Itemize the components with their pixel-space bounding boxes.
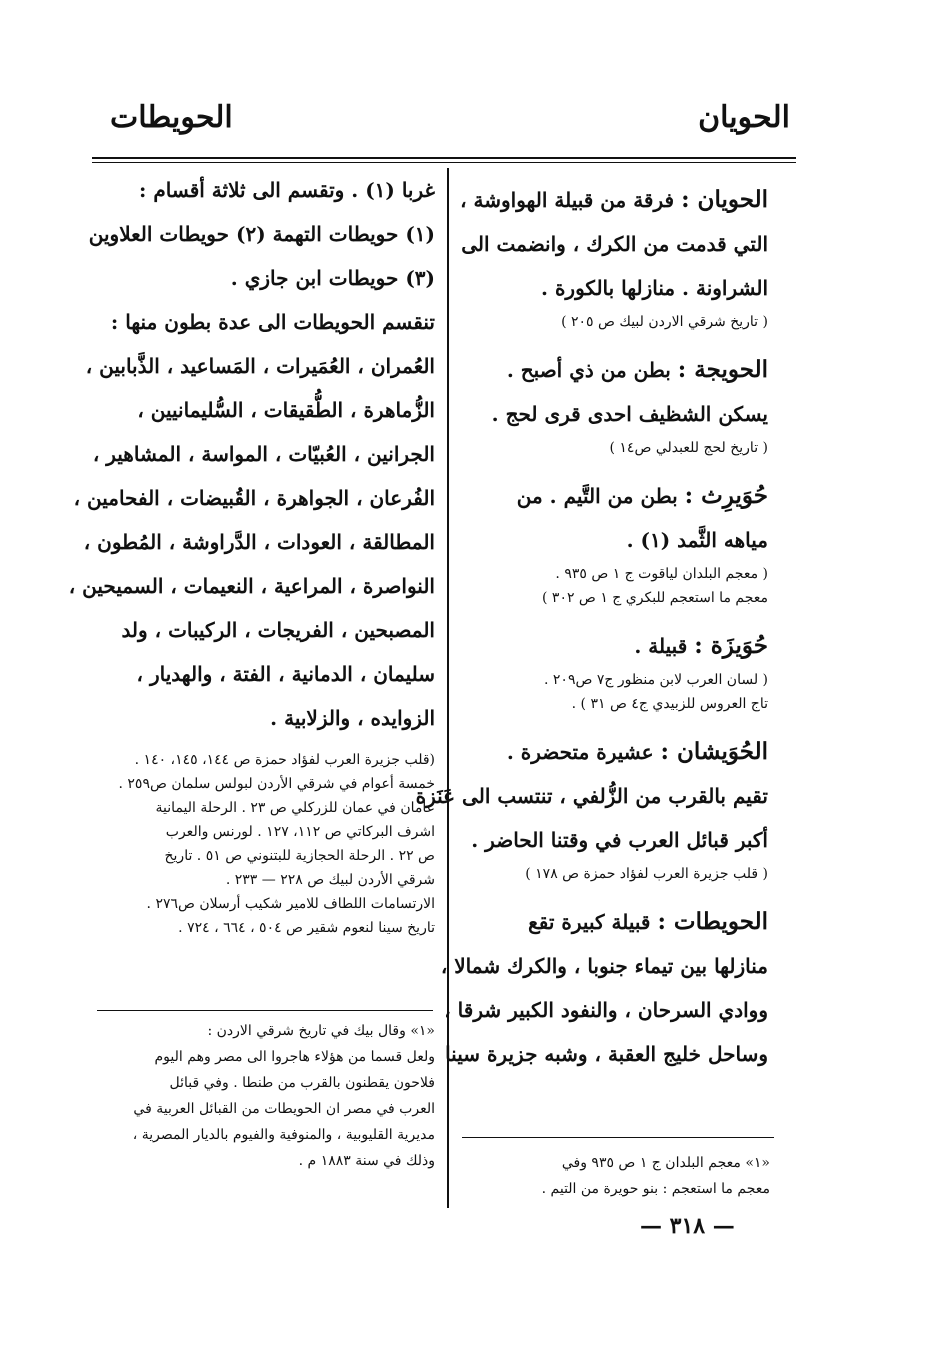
entry-text: بطن من ذي أصبح .: [506, 358, 671, 382]
reference-line: خمسة أعوام في شرقي الأردن لبولس سلمان ص٢٥٩ .: [118, 776, 435, 792]
footnote-left: [95, 1018, 435, 1174]
footnote-right: [462, 1150, 770, 1202]
entry-heading: الحويطات :: [657, 908, 768, 935]
entry-text: بطن من التَّيم . من: [516, 484, 678, 508]
body-line: (٣) حويطات ابن جازي .: [230, 266, 435, 290]
entry-text: وساحل خليج العقبة ، وشبه جزيرة سينا: [445, 1042, 768, 1066]
footnote-line: «١» معجم البلدان ج ١ ص ٩٣٥ وفي: [561, 1155, 770, 1171]
reference-line: اشرف البركاتي ص ١١٢، ١٢٧ . لورنس والعرب: [165, 824, 435, 840]
entry-reference: معجم ما استعجم للبكري ج ١ ص ٣٠٢ ): [542, 590, 768, 606]
entry-huwayja: [460, 348, 768, 460]
body-line: النواصرة ، المراعية ، النعيمات ، السميحين ،: [68, 574, 435, 598]
body-line: الزوايده ، والزلابية .: [270, 706, 435, 730]
entry-text: عشيرة متحضرة .: [506, 740, 654, 764]
footnote-line: وذلك في سنة ١٨٨٣ م .: [298, 1153, 435, 1169]
right-column: [415, 178, 768, 1076]
entry-text: قبيلة .: [634, 634, 688, 658]
entry-huwayza: [460, 624, 768, 716]
footnote-line: «١» وقال بيك في تاريخ شرقي الاردن :: [207, 1023, 435, 1039]
footnote-line: مديرية القليوبية ، والمنوفية والفيوم بالديار المصرية ،: [132, 1127, 435, 1143]
reference-line: عامان في عمان للزركلي ص ٢٣ . الرحلة اليمانية: [155, 800, 435, 816]
entry-huwayrith: [460, 474, 768, 610]
entry-text: ووادي السرحان ، والنفود الكبير شرقا ،: [444, 998, 768, 1022]
body-line: المصبحين ، الفريجات ، الركيبات ، ولد: [121, 618, 435, 642]
footnote-line: فلاحون يقطنون بالقرب من طنطا . وفي قبائل: [169, 1075, 435, 1091]
footnote-line: معجم ما استعجم : بنو حويرة من التيم .: [541, 1181, 770, 1197]
entry-text: قبيلة كبيرة تقع: [528, 910, 651, 934]
footnote-rule-left: [97, 1010, 433, 1011]
left-column: [68, 168, 435, 940]
page-number: — ٣١٨ —: [640, 1213, 735, 1239]
entry-text: مياهه الثَّمد (١) .: [626, 528, 768, 552]
reference-line: الارتسامات اللطاف للامير شكيب أرسلان ص٢٧٦ .: [146, 896, 435, 912]
entry-text: تقيم بالقرب من الزُّلفي ، تنتسب الى عَنَزة: [415, 784, 768, 808]
references-block: [95, 748, 435, 940]
reference-line: ص ٢٢ . الرحلة الحجازية للبتنوني ص ٥١ . تاريخ: [164, 848, 435, 864]
entry-text: أكبر قبائل العرب في وقتنا الحاضر .: [471, 828, 768, 852]
entry-text: منازلها بين تيماء جنوبا ، والكرك شمالا ،: [440, 954, 768, 978]
entry-reference: ( تاريخ شرقي الاردن لبيك ص ٢٠٥ ): [561, 314, 768, 330]
entry-heading: الحويان :: [681, 186, 768, 213]
body-line: تنقسم الحويطات الى عدة بطون منها :: [110, 310, 435, 334]
body-line: الزُّماهرة ، الطُّقيقات ، السُّليمانيين ،: [137, 398, 435, 422]
reference-line: (قلب جزيرة العرب لفؤاد حمزة ص ١٤٤، ١٤٥، ١٤٠ .: [134, 752, 435, 768]
entry-text: يسكن الشظيف احدى قرى لحج .: [491, 402, 768, 426]
entry-huwayan: [460, 178, 768, 334]
running-header-left: الحويطات: [110, 100, 233, 135]
entry-reference: ( معجم البلدان لياقوت ج ١ ص ٩٣٥ .: [555, 566, 768, 582]
entry-text: الشراونة . منازلها بالكورة .: [541, 276, 768, 300]
footnote-line: العرب في مصر ان الحويطات من القبائل العربية في: [133, 1101, 435, 1117]
footnote-rule-right: [462, 1137, 774, 1138]
footnote-line: ولعل قسما من هؤلاء هاجروا الى مصر وهم اليوم: [154, 1049, 435, 1065]
body-line: المطالقة ، العودات ، الدَّراوشة ، المُطون ،: [83, 530, 435, 554]
body-line: غربا (١) . وتقسم الى ثلاثة أقسام :: [139, 178, 435, 202]
entry-text: فرقة من قبيلة الهواوشة ،: [460, 188, 675, 212]
reference-line: شرقي الأردن لبيك ص ٢٢٨ — ٢٣٣ .: [225, 872, 435, 888]
header-rule-top: [92, 157, 796, 159]
entry-heading: حُوَيرِث :: [684, 482, 768, 509]
body-line: الجرانين ، العُبيّات ، المواسة ، المشاهير ،: [92, 442, 435, 466]
entry-reference: ( قلب جزيرة العرب لفؤاد حمزة ص ١٧٨ ): [525, 866, 768, 882]
entry-heading: الحويجة :: [677, 356, 768, 383]
entry-reference: تاج العروس للزبيدي ج٤ ص ٣١ ) .: [571, 696, 768, 712]
body-line: الفُرعان ، الجواهرة ، القُبيضات ، الفحامين ،: [73, 486, 435, 510]
body-line: سليمان ، الدمانية ، الفتة ، والهديار ،: [136, 662, 435, 686]
body-line: (١) حويطات التهمة (٢) حويطات العلاوين: [88, 222, 435, 246]
reference-line: تاريخ سينا لنعوم شقير ص ٥٠٤ ، ٦٦٤ ، ٧٢٤ .: [178, 920, 435, 936]
entry-reference: ( لسان العرب لابن منظور ج٧ ص٢٠٩ .: [544, 672, 768, 688]
entry-reference: ( تاريخ لحج للعبدلي ص١٤ ): [609, 440, 768, 456]
entry-huwayshan: [415, 730, 768, 886]
entry-heading: الحُوَيشان :: [660, 738, 768, 765]
entry-huwaytat: [440, 900, 768, 1076]
body-line: العُمران ، العُمَيرات ، المَساعيد ، الذَّبابين ،: [85, 354, 435, 378]
entry-text: التي قدمت من الكرك ، وانضمت الى: [461, 232, 768, 256]
running-header-right: الحويان: [698, 100, 790, 135]
entry-heading: حُوَيزَة :: [694, 632, 768, 659]
header-rule-bottom: [92, 162, 796, 163]
